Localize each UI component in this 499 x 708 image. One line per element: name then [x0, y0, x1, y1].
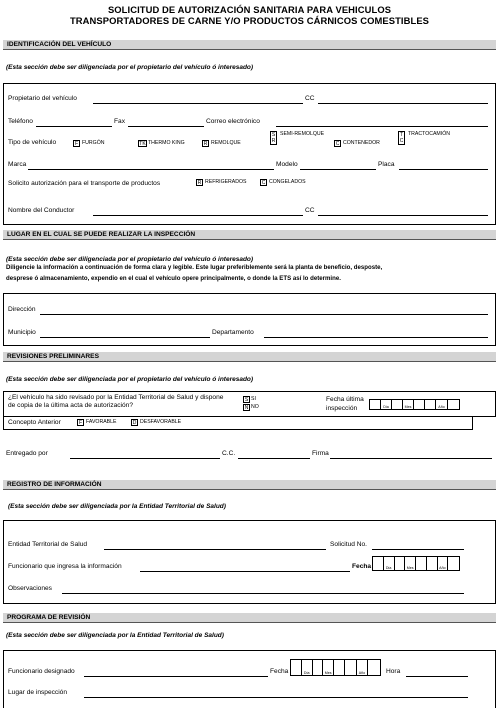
cc3-field[interactable]: [238, 458, 310, 459]
tractocamion-label: TRACTOCAMIÓN: [408, 131, 450, 137]
section-note: (Esta sección debe ser diligenciada por la Entidad Territorial de Salud): [6, 632, 224, 639]
section-note: (Esta sección debe ser diligenciada por la Entidad Territorial de Salud): [8, 503, 226, 510]
cc3-label: C.C.: [222, 450, 236, 457]
revisado-question-line2: de copia de la última acta de autorización?: [8, 402, 133, 409]
placa-label: Placa: [378, 161, 395, 168]
favorable-checkbox[interactable]: F: [78, 420, 83, 426]
furgon-checkbox[interactable]: F: [74, 141, 79, 147]
section-box-lugar: [3, 293, 496, 346]
municipio-field[interactable]: [40, 337, 210, 338]
conductor-field[interactable]: [93, 215, 303, 216]
hora-field[interactable]: [406, 676, 468, 677]
cc2-field[interactable]: [318, 215, 488, 216]
refrigerados-label: REFRIGERADOS: [205, 179, 247, 185]
section-note: (Esta sección debe ser diligenciada por el propietario del vehículo ó interesado): [6, 64, 254, 71]
fecha-ultima-field[interactable]: Día Mes Año: [369, 399, 460, 410]
section-box-identificacion: [3, 83, 496, 225]
remolque-label: REMOLQUE: [211, 140, 241, 146]
inspeccion-label: inspección: [326, 405, 358, 412]
correo-label: Correo electrónico: [206, 118, 260, 125]
entregado-label: Entregado por: [6, 450, 48, 457]
firma-label: Firma: [312, 450, 329, 457]
si-checkbox[interactable]: S: [244, 397, 249, 403]
modelo-field[interactable]: [300, 169, 376, 170]
congelados-label: CONGELADOS: [269, 179, 306, 185]
instruction-line1: Diligencie la información a continuación de forma clara y legible. Este lugar preferiblemente será la planta de beneficio, desposte,: [6, 264, 383, 271]
contenedor-label: CONTENEDOR: [343, 140, 380, 146]
fecha-programa-label: Fecha: [270, 668, 289, 675]
propietario-field[interactable]: [93, 103, 303, 104]
desfavorable-label: DESFAVORABLE: [140, 419, 182, 425]
modelo-label: Modelo: [276, 161, 298, 168]
form-title-line1: SOLICITUD DE AUTORIZACIÓN SANITARIA PARA VEHICULOS: [107, 4, 392, 15]
departamento-field[interactable]: [264, 337, 488, 338]
section-header-identificacion: IDENTIFICACIÓN DEL VEHÍCULO: [3, 40, 496, 50]
propietario-label: Propietario del vehículo: [8, 95, 77, 102]
favorable-label: FAVORABLE: [86, 419, 117, 425]
marca-label: Marca: [8, 161, 27, 168]
funcionario-designado-field[interactable]: [84, 676, 268, 677]
semi-code2: R: [271, 138, 276, 144]
funcionario-designado-label: Funcionario designado: [8, 668, 75, 675]
revisado-question-line1: ¿El vehículo ha sido revisado por la Entidad Territorial de Salud y dispone: [8, 394, 224, 401]
conductor-label: Nombre del Conductor: [8, 207, 75, 214]
municipio-label: Municipio: [8, 329, 36, 336]
lugar-inspeccion-label: Lugar de inspección: [8, 689, 68, 696]
semi-code1: S: [271, 132, 276, 138]
contenedor-checkbox[interactable]: C: [335, 141, 340, 147]
direccion-label: Dirección: [8, 306, 36, 313]
section-note: (Esta sección debe ser diligenciada por el propietario del vehículo ó interesado): [6, 376, 254, 383]
telefono-field[interactable]: [36, 126, 112, 127]
concepto-row: [3, 416, 473, 430]
no-checkbox[interactable]: N: [244, 405, 249, 411]
si-label: SI: [251, 396, 256, 402]
thermo-king-checkbox[interactable]: TK: [139, 141, 146, 147]
solicitud-field[interactable]: [372, 549, 464, 550]
solicitud-label: Solicitud No.: [330, 541, 368, 548]
solicito-label: Solicito autorización para el transporte de productos: [8, 180, 161, 187]
lugar-inspeccion-field[interactable]: [84, 697, 468, 698]
firma-field[interactable]: [330, 458, 492, 459]
entidad-label: Entidad Territorial de Salud: [8, 541, 88, 548]
section-header-revisiones: REVISIONES PRELIMINARES: [3, 352, 496, 362]
tracto-code2: C: [399, 138, 404, 144]
concepto-label: Concepto Anterior: [8, 419, 61, 426]
telefono-label: Teléfono: [8, 118, 33, 125]
hora-label: Hora: [386, 668, 401, 675]
cc-field[interactable]: [318, 103, 488, 104]
semi-remolque-label: SEMI-REMOLQUE: [280, 131, 325, 137]
fax-field[interactable]: [128, 126, 204, 127]
tipo-vehiculo-label: Tipo de vehículo: [8, 139, 57, 146]
tractocamion-checkbox[interactable]: [398, 131, 405, 145]
funcionario-ingresa-label: Funcionario que ingresa la información: [8, 563, 122, 570]
section-header-programa: PROGRAMA DE REVISIÓN: [3, 613, 496, 623]
funcionario-ingresa-field[interactable]: [140, 571, 350, 572]
no-label: NO: [251, 404, 259, 410]
fecha-ultima-label: Fecha última: [326, 396, 364, 403]
direccion-field[interactable]: [40, 314, 488, 315]
fecha-programa-field[interactable]: Día Mes Año: [290, 659, 381, 676]
placa-field[interactable]: [399, 169, 488, 170]
section-header-lugar: LUGAR EN EL CUAL SE PUEDE REALIZAR LA INSPECCIÓN: [3, 230, 496, 240]
observaciones-field[interactable]: [62, 593, 464, 594]
correo-field[interactable]: [276, 126, 488, 127]
remolque-checkbox[interactable]: R: [203, 141, 208, 147]
cc-label: CC: [305, 95, 315, 102]
fecha-registro-label: Fecha: [352, 563, 372, 570]
instruction-line2: desprese ó almacenamiento, expendio en el cual el vehículo opere principalmente, o donde la ETS así lo determine.: [6, 275, 341, 282]
departamento-label: Departamento: [212, 329, 254, 336]
section-box-programa: [3, 650, 496, 708]
entregado-field[interactable]: [70, 458, 220, 459]
congelados-checkbox[interactable]: C: [261, 180, 266, 186]
entidad-field[interactable]: [104, 549, 326, 550]
fecha-registro-field[interactable]: Día Mes Año: [372, 556, 460, 571]
thermo-king-label: THERMO KING: [148, 140, 185, 146]
section-header-registro: REGISTRO DE INFORMACIÓN: [3, 480, 496, 490]
marca-field[interactable]: [28, 169, 274, 170]
refrigerados-checkbox[interactable]: R: [197, 180, 202, 186]
section-note: (Esta sección debe ser diligenciada por el propietario del vehículo ó interesado): [6, 256, 254, 263]
furgon-label: FURGÓN: [82, 140, 105, 146]
observaciones-label: Observaciones: [8, 585, 52, 592]
fax-label: Fax: [114, 118, 125, 125]
cc2-label: CC: [305, 207, 315, 214]
desfavorable-checkbox[interactable]: D: [132, 420, 137, 426]
tracto-code1: T: [399, 132, 404, 138]
form-title-line2: TRANSPORTADORES DE CARNE Y/O PRODUCTOS CÁRNICOS COMESTIBLES: [69, 15, 430, 26]
semi-remolque-checkbox[interactable]: [270, 131, 277, 145]
